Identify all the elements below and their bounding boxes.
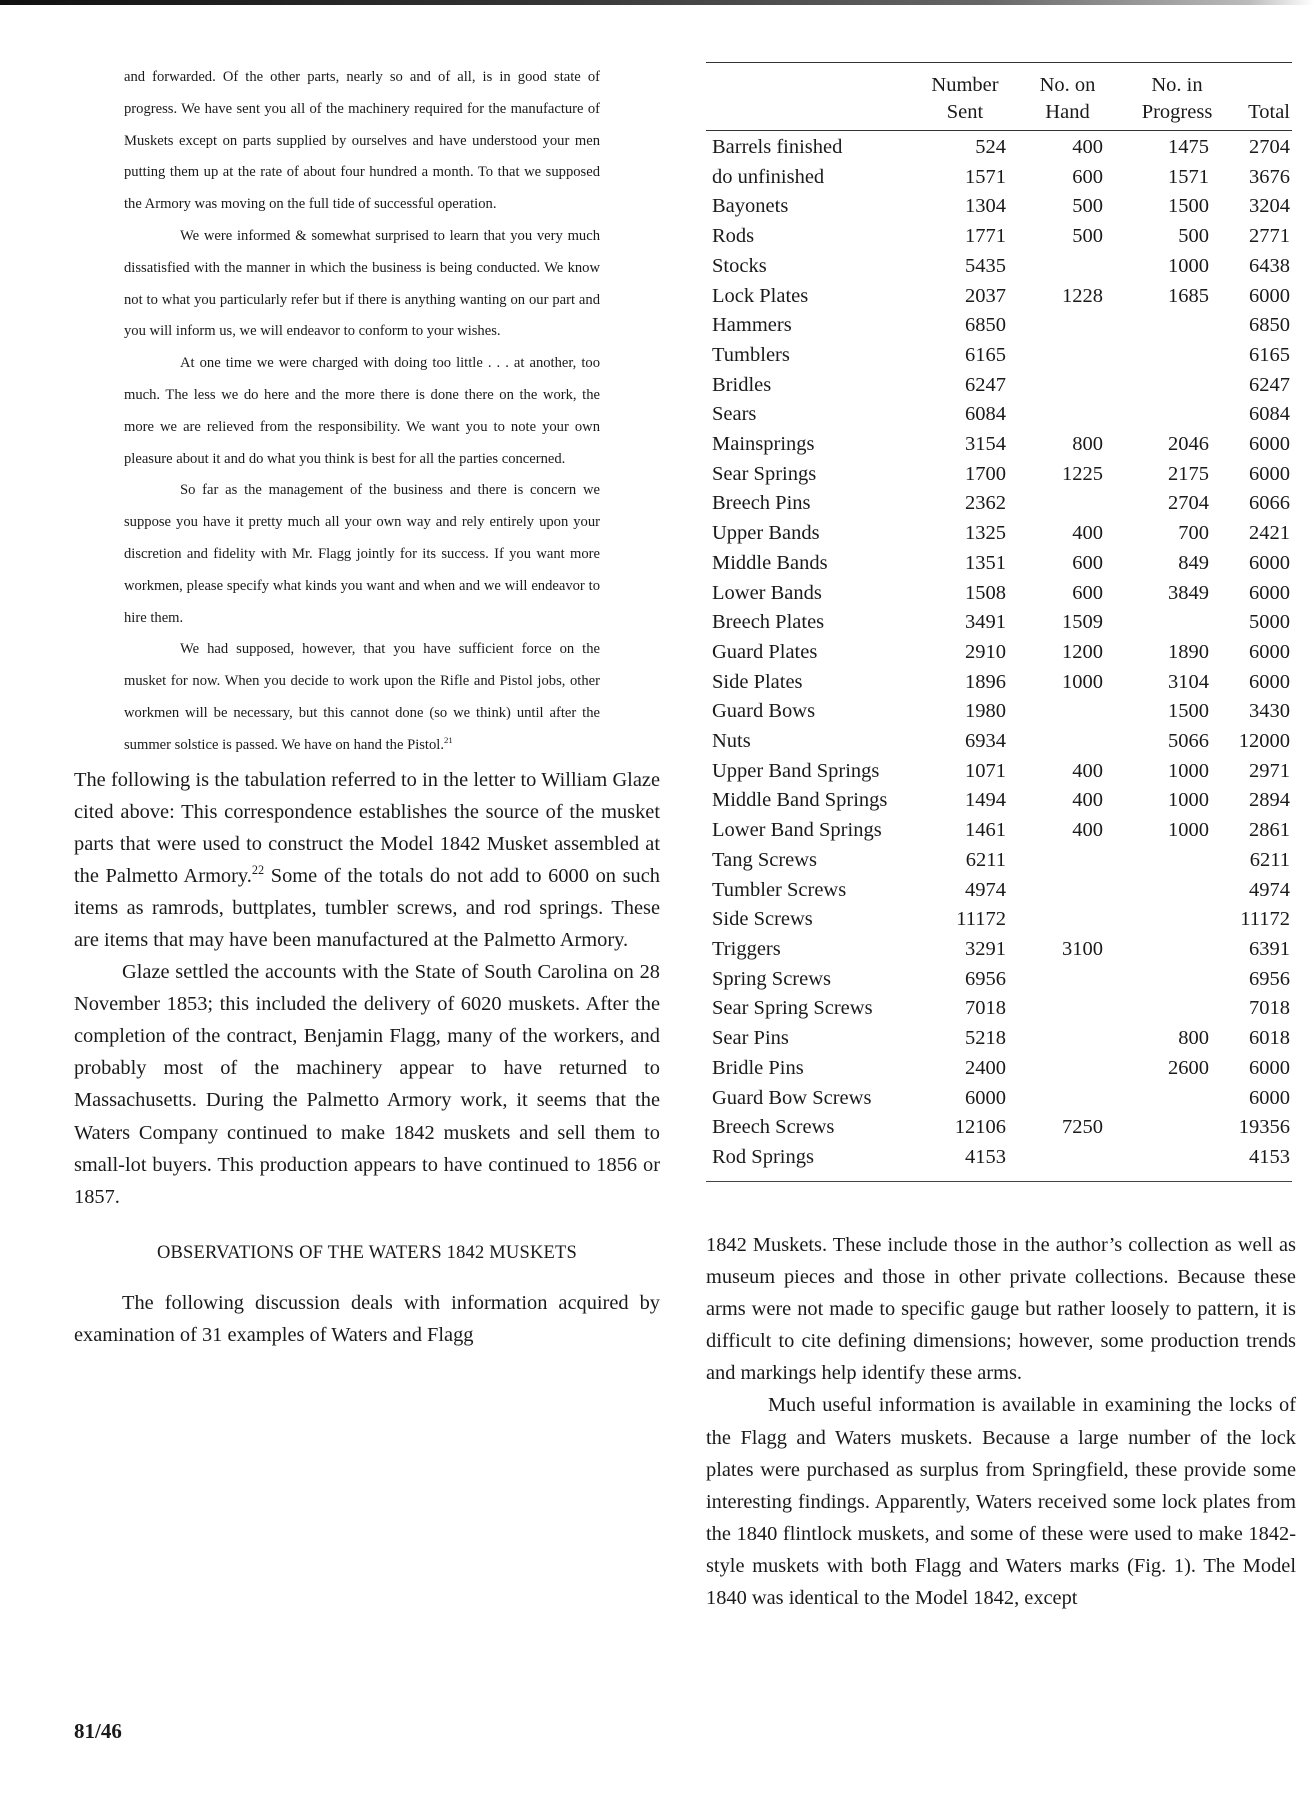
cell-no-in-progress: 700 bbox=[1178, 522, 1209, 545]
cell-no-in-progress: 800 bbox=[1178, 1027, 1209, 1050]
row-item: Tumbler Screws bbox=[712, 878, 847, 901]
table-row bbox=[706, 697, 1292, 727]
cell-number-sent: 12106 bbox=[954, 1116, 1006, 1139]
cell-no-in-progress: 1500 bbox=[1168, 195, 1209, 218]
cell-no-on-hand: 400 bbox=[1072, 522, 1103, 545]
table-row bbox=[706, 252, 1292, 282]
row-item: Triggers bbox=[712, 937, 781, 960]
cell-number-sent: 1896 bbox=[965, 670, 1006, 693]
cell-no-in-progress: 2704 bbox=[1168, 492, 1209, 515]
cell-no-on-hand bbox=[1018, 876, 1117, 906]
cell-no-on-hand bbox=[1018, 371, 1117, 401]
body-paragraph: 1842 Muskets. These include those in the author’s collection as well as museum pieces and those in other private collections. Because these arms were not made to specific gauge but rather loosely to pattern, it is difficult to cite defining dimensions; however, some production trends and markings help identify these arms. bbox=[706, 1234, 1296, 1385]
table-row bbox=[706, 965, 1292, 995]
cell-no-in-progress bbox=[1117, 905, 1237, 935]
row-item: Upper Bands bbox=[712, 522, 820, 545]
row-item: Barrels finished bbox=[712, 136, 843, 158]
cell-number-sent: 1494 bbox=[965, 789, 1006, 812]
cell-number-sent: 1771 bbox=[965, 225, 1006, 248]
header-total: Total bbox=[1248, 101, 1290, 123]
cell-total: 4974 bbox=[1249, 878, 1290, 901]
letter-paragraph-text: We had supposed, however, that you have sufficient force on the musket for now. When you decide to work upon the Rifle and Pistol jobs, other workmen will be necessary, but this cannot done (so we think) until after the summer solstice is passed. We have on hand the Pistol. bbox=[124, 641, 600, 753]
row-item: Bayonets bbox=[712, 195, 789, 218]
table-header-row bbox=[706, 63, 1292, 131]
cell-number-sent: 6000 bbox=[965, 1086, 1006, 1109]
row-item: Side Plates bbox=[712, 670, 803, 693]
body-paragraph-text-cont: Some of the totals do not add to 6000 on such items as ramrods, buttplates, tumbler screws, and rod springs. These are items that may have been manufactured at the Palmetto Armory. bbox=[74, 864, 660, 951]
cell-no-in-progress: 1500 bbox=[1168, 700, 1209, 723]
header-no-on-hand: No. on Hand bbox=[1039, 74, 1096, 123]
cell-number-sent: 1325 bbox=[965, 522, 1006, 545]
cell-no-in-progress: 1000 bbox=[1168, 789, 1209, 812]
row-item: Hammers bbox=[712, 314, 792, 337]
table-row bbox=[706, 131, 1292, 163]
cell-total: 6000 bbox=[1249, 670, 1290, 693]
cell-no-in-progress: 3104 bbox=[1168, 670, 1209, 693]
table-row bbox=[706, 757, 1292, 787]
row-item: Lower Band Springs bbox=[712, 819, 882, 842]
cell-no-in-progress: 2046 bbox=[1168, 433, 1209, 456]
cell-total: 11172 bbox=[1240, 908, 1290, 931]
cell-no-on-hand: 1509 bbox=[1062, 611, 1103, 634]
cell-total: 2971 bbox=[1249, 759, 1290, 782]
table-row bbox=[706, 519, 1292, 549]
cell-number-sent: 3154 bbox=[965, 433, 1006, 456]
table-row bbox=[706, 371, 1292, 401]
row-item: Guard Bow Screws bbox=[712, 1086, 872, 1109]
cell-no-in-progress: 1475 bbox=[1168, 136, 1209, 158]
cell-total: 6000 bbox=[1249, 1056, 1290, 1079]
table-row bbox=[706, 579, 1292, 609]
cell-total: 6000 bbox=[1249, 1086, 1290, 1109]
right-column bbox=[706, 62, 1290, 1182]
cell-no-on-hand: 400 bbox=[1072, 789, 1103, 812]
cell-no-in-progress: 500 bbox=[1178, 225, 1209, 248]
cell-total: 2894 bbox=[1249, 789, 1290, 812]
cell-no-in-progress bbox=[1117, 1084, 1237, 1114]
cell-no-in-progress bbox=[1117, 311, 1237, 341]
letter-paragraph: and forwarded. Of the other parts, nearly so and of all, is in good state of progress. We have sent you all of the machinery required for the manufacture of Muskets except on parts supplied by ourselves and have understood your men putting them up at the rate of about four hundred a month. To that we supposed the Armory was moving on the full tide of successful operation. bbox=[124, 69, 600, 213]
cell-no-in-progress bbox=[1117, 400, 1237, 430]
cell-number-sent: 6956 bbox=[965, 967, 1006, 990]
cell-total: 12000 bbox=[1238, 730, 1290, 753]
table-row bbox=[706, 608, 1292, 638]
cell-number-sent: 1700 bbox=[965, 462, 1006, 485]
cell-number-sent: 6211 bbox=[965, 848, 1006, 871]
cell-total: 6018 bbox=[1249, 1027, 1290, 1050]
cell-total: 6066 bbox=[1249, 492, 1290, 515]
row-item: Tumblers bbox=[712, 343, 790, 366]
cell-number-sent: 5435 bbox=[965, 254, 1006, 277]
cell-total: 6084 bbox=[1249, 403, 1290, 426]
cell-no-on-hand bbox=[1018, 489, 1117, 519]
cell-no-in-progress: 2600 bbox=[1168, 1056, 1209, 1079]
table-row bbox=[706, 549, 1292, 579]
table-row bbox=[706, 282, 1292, 312]
cell-total: 2861 bbox=[1249, 819, 1290, 842]
cell-number-sent: 3291 bbox=[965, 937, 1006, 960]
row-item: Stocks bbox=[712, 254, 767, 277]
cell-no-in-progress: 3849 bbox=[1168, 581, 1209, 604]
cell-total: 7018 bbox=[1249, 997, 1290, 1020]
table-row bbox=[706, 1113, 1292, 1143]
cell-no-on-hand bbox=[1018, 965, 1117, 995]
table-row bbox=[706, 430, 1292, 460]
cell-total: 4153 bbox=[1237, 1143, 1292, 1181]
table-row bbox=[706, 311, 1292, 341]
row-item: Lock Plates bbox=[712, 284, 809, 307]
table-row bbox=[706, 846, 1292, 876]
cell-no-in-progress: 1890 bbox=[1168, 640, 1209, 663]
cell-no-on-hand: 1225 bbox=[1062, 462, 1103, 485]
cell-no-on-hand: 1200 bbox=[1062, 640, 1103, 663]
cell-no-on-hand: 1228 bbox=[1062, 284, 1103, 307]
cell-total: 6956 bbox=[1249, 967, 1290, 990]
cell-no-in-progress: 1000 bbox=[1168, 254, 1209, 277]
cell-number-sent: 3491 bbox=[965, 611, 1006, 634]
table-row bbox=[706, 1143, 1292, 1181]
cell-number-sent: 1304 bbox=[965, 195, 1006, 218]
cell-number-sent: 1980 bbox=[965, 700, 1006, 723]
cell-no-on-hand bbox=[1018, 697, 1117, 727]
cell-no-on-hand: 400 bbox=[1072, 819, 1103, 842]
cell-no-on-hand: 1000 bbox=[1062, 670, 1103, 693]
row-item: Sear Spring Screws bbox=[712, 997, 873, 1020]
cell-number-sent: 6165 bbox=[965, 343, 1006, 366]
cell-no-on-hand bbox=[1018, 400, 1117, 430]
cell-total: 6000 bbox=[1249, 551, 1290, 574]
page-number: 81/46 bbox=[74, 1719, 122, 1743]
cell-total: 6850 bbox=[1249, 314, 1290, 337]
header-item bbox=[706, 63, 912, 131]
cell-no-in-progress bbox=[1117, 608, 1237, 638]
cell-number-sent: 1461 bbox=[965, 819, 1006, 842]
body-text-right bbox=[706, 1229, 1296, 1614]
cell-no-on-hand: 500 bbox=[1072, 225, 1103, 248]
cell-no-on-hand: 3100 bbox=[1062, 937, 1103, 960]
cell-total: 6000 bbox=[1249, 284, 1290, 307]
cell-no-in-progress bbox=[1117, 371, 1237, 401]
cell-total: 3430 bbox=[1249, 700, 1290, 723]
row-item: Guard Bows bbox=[712, 700, 816, 723]
cell-no-in-progress bbox=[1117, 935, 1237, 965]
body-paragraph: The following discussion deals with information acquired by examination of 31 examples of Waters and Flagg bbox=[74, 1291, 660, 1347]
cell-number-sent: 4153 bbox=[912, 1143, 1018, 1181]
table-row bbox=[706, 192, 1292, 222]
cell-no-on-hand bbox=[1018, 1084, 1117, 1114]
scan-top-edge bbox=[0, 0, 1314, 5]
table-row bbox=[706, 1084, 1292, 1114]
cell-no-in-progress bbox=[1117, 846, 1237, 876]
cell-number-sent: 6850 bbox=[965, 314, 1006, 337]
cell-total: 6000 bbox=[1249, 462, 1290, 485]
row-item: Sear Springs bbox=[712, 462, 817, 485]
table-row bbox=[706, 668, 1292, 698]
cell-total: 6391 bbox=[1249, 937, 1290, 960]
row-item: Upper Band Springs bbox=[712, 759, 880, 782]
table-row bbox=[706, 1024, 1292, 1054]
table-row bbox=[706, 935, 1292, 965]
row-item: Spring Screws bbox=[712, 967, 832, 990]
footnote-marker: 22 bbox=[251, 863, 265, 878]
cell-no-on-hand bbox=[1018, 341, 1117, 371]
section-heading: OBSERVATIONS OF THE WATERS 1842 MUSKETS bbox=[156, 1242, 578, 1263]
cell-total: 6000 bbox=[1249, 433, 1290, 456]
body-paragraph-text: The following is the tabulation referred to in the letter to William Glaze cited above: This correspondence establishes the source of the musket parts that were used to construct the Model 1842 Musket assembled at the Palmetto Armory. bbox=[74, 768, 660, 887]
cell-total: 6000 bbox=[1249, 581, 1290, 604]
row-item: Sears bbox=[712, 403, 757, 426]
row-item: Rod Springs bbox=[706, 1143, 912, 1181]
cell-no-on-hand: 600 bbox=[1072, 581, 1103, 604]
cell-no-in-progress bbox=[1117, 994, 1237, 1024]
cell-number-sent: 1351 bbox=[965, 551, 1006, 574]
cell-no-on-hand bbox=[1018, 311, 1117, 341]
row-item: Mainsprings bbox=[712, 433, 815, 456]
cell-number-sent: 7018 bbox=[965, 997, 1006, 1020]
cell-number-sent: 6084 bbox=[965, 403, 1006, 426]
table-row bbox=[706, 222, 1292, 252]
cell-no-on-hand bbox=[1018, 846, 1117, 876]
row-item: Middle Band Springs bbox=[712, 789, 888, 812]
cell-no-on-hand: 600 bbox=[1072, 165, 1103, 188]
cell-total: 6211 bbox=[1249, 848, 1290, 871]
table-row bbox=[706, 163, 1292, 193]
cell-no-in-progress bbox=[1117, 1143, 1237, 1181]
body-paragraph: Much useful information is available in examining the locks of the Flagg and Waters muskets. Because a large number of the lock plates were purchased as surplus from Springfield, these provide some interesting findings. Apparently, Waters received some lock plates from the 1840 flintlock muskets, and some of these were used to make 1842-style muskets with both Flagg and Waters marks (Fig. 1). The Model 1840 was identical to the Model 1842, except bbox=[706, 1394, 1296, 1610]
table-row bbox=[706, 638, 1292, 668]
row-item: do unfinished bbox=[712, 165, 825, 188]
cell-number-sent: 4974 bbox=[965, 878, 1006, 901]
cell-no-on-hand bbox=[1018, 905, 1117, 935]
cell-total: 6165 bbox=[1249, 343, 1290, 366]
letter-paragraph bbox=[124, 634, 600, 761]
cell-number-sent: 6934 bbox=[965, 730, 1006, 753]
cell-no-on-hand bbox=[1018, 1143, 1117, 1181]
cell-number-sent: 11172 bbox=[956, 908, 1006, 931]
row-item: Lower Bands bbox=[712, 581, 822, 604]
cell-no-in-progress: 1571 bbox=[1168, 165, 1209, 188]
row-item: Middle Bands bbox=[712, 551, 828, 574]
row-item: Sear Pins bbox=[712, 1027, 789, 1050]
table-row bbox=[706, 1054, 1292, 1084]
cell-total: 2704 bbox=[1249, 136, 1290, 158]
row-item: Breech Plates bbox=[712, 611, 825, 634]
row-item: Tang Screws bbox=[712, 848, 818, 871]
cell-no-in-progress: 849 bbox=[1178, 551, 1209, 574]
row-item: Side Screws bbox=[712, 908, 813, 931]
cell-no-on-hand: 7250 bbox=[1062, 1116, 1103, 1139]
cell-no-on-hand bbox=[1018, 252, 1117, 282]
parts-tabulation-table bbox=[706, 62, 1292, 1182]
cell-number-sent: 6247 bbox=[965, 373, 1006, 396]
cell-no-in-progress bbox=[1117, 1113, 1237, 1143]
cell-number-sent: 1071 bbox=[965, 759, 1006, 782]
cell-total: 3676 bbox=[1249, 165, 1290, 188]
header-number-sent: Number Sent bbox=[931, 74, 999, 123]
cell-no-on-hand: 800 bbox=[1072, 433, 1103, 456]
table-row bbox=[706, 341, 1292, 371]
table-row bbox=[706, 400, 1292, 430]
body-text-left bbox=[74, 764, 660, 1352]
cell-no-in-progress: 1685 bbox=[1168, 284, 1209, 307]
table-row bbox=[706, 994, 1292, 1024]
body-paragraph: Glaze settled the accounts with the State of South Carolina on 28 November 1853; this included the delivery of 6020 muskets. After the completion of the contract, Benjamin Flagg, many of the workers, and probably most of the machinery appear to have returned to Massachusetts. During the Palmetto Armory work, it seems that the Waters Company continued to make 1842 muskets and sell them to small-lot buyers. This production appears to have continued to 1856 or 1857. bbox=[74, 961, 660, 1208]
row-item: Breech Pins bbox=[712, 492, 811, 515]
row-item: Breech Screws bbox=[712, 1116, 835, 1139]
cell-no-on-hand bbox=[1018, 994, 1117, 1024]
cell-no-on-hand: 500 bbox=[1072, 195, 1103, 218]
letter-paragraph: At one time we were charged with doing too little . . . at another, too much. The less we do here and the more there is done there on the work, the more we are relieved from the responsibility. We want you to note your own pleasure about it and do what you think is best for all the parties concerned. bbox=[124, 355, 600, 467]
letter-paragraph: We were informed & somewhat surprised to learn that you very much dissatisfied with the manner in which the business is being conducted. We know not to what you particularly refer but if there is anything wanting on our part and you will inform us, we will endeavor to conform to your wishes. bbox=[124, 227, 600, 340]
cell-no-in-progress bbox=[1117, 341, 1237, 371]
quoted-letter bbox=[124, 62, 600, 762]
cell-no-on-hand: 600 bbox=[1072, 551, 1103, 574]
cell-no-in-progress: 1000 bbox=[1168, 819, 1209, 842]
cell-total: 6247 bbox=[1249, 373, 1290, 396]
cell-no-on-hand: 400 bbox=[1072, 759, 1103, 782]
cell-number-sent: 1508 bbox=[965, 581, 1006, 604]
table-row bbox=[706, 786, 1292, 816]
cell-number-sent: 5218 bbox=[965, 1027, 1006, 1050]
row-item: Bridles bbox=[712, 373, 772, 396]
cell-total: 3204 bbox=[1249, 195, 1290, 218]
cell-total: 19356 bbox=[1238, 1116, 1290, 1139]
cell-no-on-hand bbox=[1018, 727, 1117, 757]
header-no-in-progress: No. in Progress bbox=[1141, 74, 1213, 123]
table-row bbox=[706, 876, 1292, 906]
table-row bbox=[706, 489, 1292, 519]
cell-no-on-hand bbox=[1018, 1024, 1117, 1054]
cell-total: 2421 bbox=[1249, 522, 1290, 545]
row-item: Nuts bbox=[712, 730, 751, 753]
cell-number-sent: 524 bbox=[975, 136, 1006, 158]
table-row bbox=[706, 816, 1292, 846]
table-body bbox=[706, 131, 1292, 1182]
left-column bbox=[74, 62, 660, 1351]
letter-paragraph: So far as the management of the business and there is concern we suppose you have it pretty much all your own way and rely entirely upon your discretion and fidelity with Mr. Flagg jointly for its success. If you want more workmen, please specify what kinds you want and when and we will endeavor to hire them. bbox=[124, 482, 600, 626]
cell-number-sent: 2400 bbox=[965, 1056, 1006, 1079]
cell-total: 2771 bbox=[1249, 225, 1290, 248]
row-item: Guard Plates bbox=[712, 640, 818, 663]
cell-total: 5000 bbox=[1249, 611, 1290, 634]
cell-no-on-hand: 400 bbox=[1072, 136, 1103, 158]
cell-no-in-progress: 2175 bbox=[1168, 462, 1209, 485]
table-row bbox=[706, 905, 1292, 935]
row-item: Bridle Pins bbox=[712, 1056, 804, 1079]
cell-total: 6000 bbox=[1249, 640, 1290, 663]
cell-no-on-hand bbox=[1018, 1054, 1117, 1084]
cell-no-in-progress bbox=[1117, 876, 1237, 906]
table-row bbox=[706, 460, 1292, 490]
row-item: Rods bbox=[712, 225, 755, 248]
cell-no-in-progress: 5066 bbox=[1168, 730, 1209, 753]
table-row bbox=[706, 727, 1292, 757]
cell-no-in-progress: 1000 bbox=[1168, 759, 1209, 782]
cell-no-in-progress bbox=[1117, 965, 1237, 995]
cell-number-sent: 2362 bbox=[965, 492, 1006, 515]
cell-number-sent: 2037 bbox=[965, 284, 1006, 307]
cell-number-sent: 2910 bbox=[965, 640, 1006, 663]
footnote-marker: 21 bbox=[443, 734, 453, 745]
cell-total: 6438 bbox=[1249, 254, 1290, 277]
body-paragraph bbox=[74, 764, 660, 957]
cell-number-sent: 1571 bbox=[965, 165, 1006, 188]
